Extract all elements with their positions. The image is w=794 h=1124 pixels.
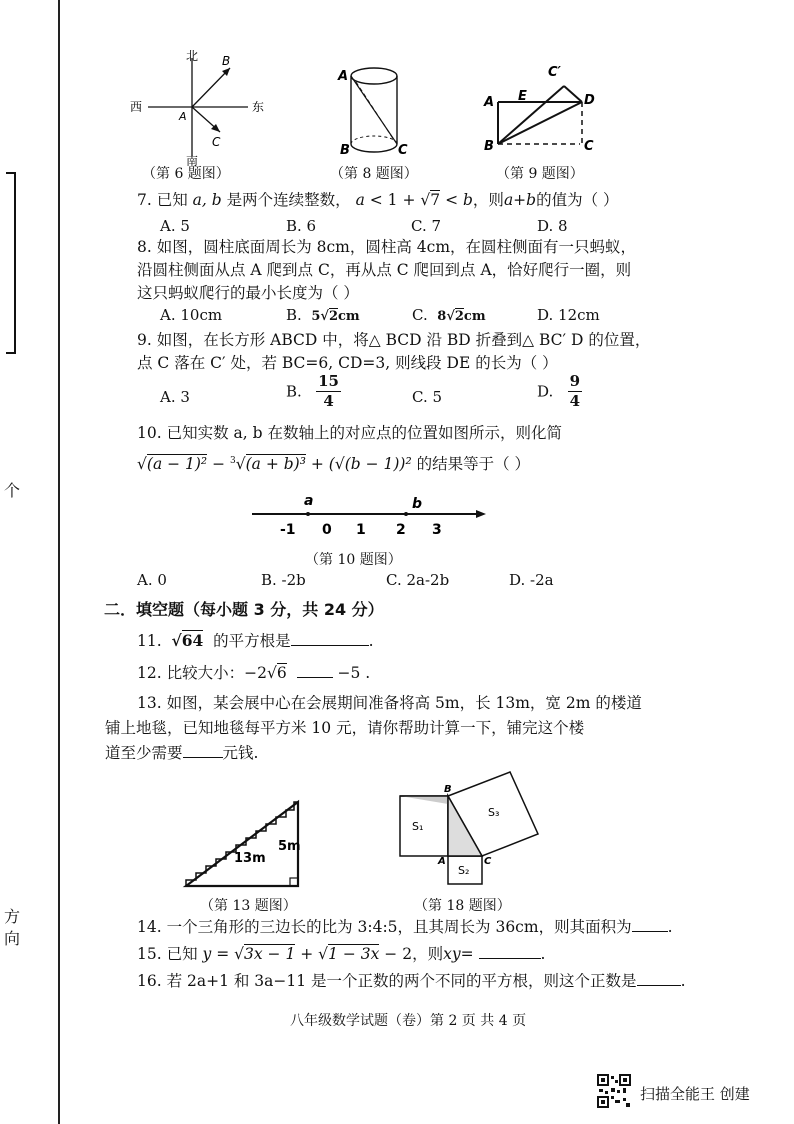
q9-option-c: C. 5 — [412, 388, 443, 406]
margin-char-xiang: 向 — [4, 929, 21, 948]
fig6-south: 南 — [186, 154, 199, 168]
question-10-line1: 10. 已知实数 a, b 在数轴上的对应点的位置如图所示，则化简 — [137, 424, 562, 442]
fig18-label-c: C — [484, 856, 492, 867]
question-13-line1: 13. 如图，某会展中心在会展期间准备将高 5m，长 13m，宽 2m 的楼道 — [137, 694, 642, 712]
fig9-label-c-prime: C′ — [548, 65, 561, 80]
fig6-east: 东 — [252, 100, 265, 114]
watermark-label: 扫描全能王 创建 — [640, 1085, 750, 1103]
page-footer: 八年级数学试题（卷）第 2 页 共 4 页 — [290, 1013, 527, 1029]
question-12: 12. 比较大小：−2√6 −5 . — [137, 664, 371, 682]
question-15: 15. 已知 y = √3x − 1 + √1 − 3x − 2，则xy= . — [137, 945, 546, 963]
fig18-label-s3: S₃ — [488, 806, 500, 819]
q9-option-d: D. $\frac{9}{4}$ — [537, 372, 581, 410]
question-13-line2: 铺上地毯，已知地毯每平方米 10 元，请你帮助计算一下，铺完这个楼 — [105, 719, 585, 737]
fig6-label-a: A — [179, 110, 187, 123]
fig18-label-s1: S₁ — [412, 820, 424, 833]
margin-char-fang: 方 — [4, 907, 21, 926]
fig10-tick-0: 0 — [322, 522, 332, 538]
fig8-label-a: A — [338, 69, 349, 84]
figure-6-compass — [130, 48, 280, 170]
question-9-line2: 点 C 落在 C′ 处，若 BC=6, CD=3, 则线段 DE 的长为（ ） — [137, 354, 558, 372]
fig18-label-s2: S₂ — [458, 864, 470, 877]
q8-option-d: D. 12cm — [537, 306, 600, 324]
fig8-label-c: C — [398, 143, 408, 158]
fig6-caption: （第 6 题图） — [142, 166, 230, 182]
fig13-caption: （第 13 题图） — [200, 898, 297, 914]
figure-18-squares — [392, 768, 542, 890]
q8-option-b: B. 5√2cm — [286, 306, 360, 324]
fig6-north: 北 — [186, 49, 199, 63]
fig8-label-b: B — [340, 143, 350, 158]
fig18-label-a: A — [438, 856, 446, 867]
fig8-caption: （第 8 题图） — [330, 166, 418, 182]
q7-option-b: B. 6 — [286, 217, 317, 235]
fig10-label-a: a — [304, 493, 314, 509]
fig13-label-hyp: 13m — [234, 851, 266, 866]
question-13-line3: 道至少需要 元钱. — [105, 744, 259, 762]
fig9-label-b: B — [484, 139, 494, 154]
q7-option-c: C. 7 — [411, 217, 442, 235]
qr-code-icon — [597, 1074, 631, 1108]
fig10-tick-neg1: -1 — [280, 522, 296, 538]
question-8-line1: 8. 如图，圆柱底面周长为 8cm，圆柱高 4cm，在圆柱侧面有一只蚂蚁， — [137, 238, 637, 256]
q8-option-a: A. 10cm — [160, 306, 223, 324]
figure-10-number-line — [244, 488, 490, 544]
q10-option-a: A. 0 — [137, 571, 167, 589]
fig9-label-e: E — [518, 89, 527, 104]
q7-option-a: A. 5 — [160, 217, 190, 235]
fig18-label-b: B — [444, 784, 452, 795]
fig13-label-height: 5m — [278, 839, 301, 854]
margin-line — [58, 0, 60, 1124]
fig6-west: 西 — [130, 100, 143, 114]
fig10-caption: （第 10 题图） — [305, 552, 402, 568]
q7-option-d: D. 8 — [537, 217, 568, 235]
question-9-line1: 9. 如图，在长方形 ABCD 中，将△ BCD 沿 BD 折叠到△ BC′ D 的位置， — [137, 331, 651, 349]
q10-option-b: B. -2b — [261, 571, 306, 589]
fig9-label-d: D — [584, 93, 595, 108]
section-2-title: 二．填空题（每小题 3 分，共 24 分） — [104, 600, 384, 619]
q8-option-c: C. 8√2cm — [412, 306, 486, 324]
q9-option-a: A. 3 — [160, 388, 190, 406]
question-7: 7. 已知 a, b 是两个连续整数， a < 1 + √7 < b，则a+b的值为（ ） — [137, 191, 619, 209]
figure-8-cylinder — [334, 62, 414, 162]
figure-9-rectangle — [482, 62, 602, 154]
question-10-expression: √(a − 1)² − $^3$√(a + b)³ + (√(b − 1))² 的结果等于（ ） — [137, 455, 531, 474]
left-bracket — [6, 172, 16, 354]
fig10-label-b: b — [412, 496, 423, 512]
margin-char-ge: 个 — [4, 481, 21, 500]
q9-option-b: B. $\frac{15}{4}$ — [286, 372, 339, 410]
question-14: 14. 一个三角形的三边长的比为 3:4:5，且其周长为 36cm，则其面积为 . — [137, 918, 673, 936]
fig10-tick-2: 2 — [396, 522, 406, 538]
question-8-line3: 这只蚂蚁爬行的最小长度为（ ） — [137, 284, 359, 302]
fig9-label-c: C — [584, 139, 594, 154]
fig6-label-b: B — [222, 54, 231, 68]
question-11: 11. √64 的平方根是 . — [137, 631, 374, 650]
question-16: 16. 若 2a+1 和 3a−11 是一个正数的两个不同的平方根，则这个正数是 . — [137, 972, 686, 990]
question-8-line2: 沿圆柱侧面从点 A 爬到点 C，再从点 C 爬回到点 A，恰好爬行一圈，则 — [137, 261, 632, 279]
fig10-tick-3: 3 — [432, 522, 442, 538]
figure-13-staircase — [180, 796, 310, 892]
fig18-caption: （第 18 题图） — [414, 898, 511, 914]
fig6-label-c: C — [212, 135, 221, 149]
fig9-label-a: A — [484, 95, 495, 110]
q10-option-c: C. 2a-2b — [386, 571, 450, 589]
q10-option-d: D. -2a — [509, 571, 554, 589]
fig10-tick-1: 1 — [356, 522, 366, 538]
fig9-caption: （第 9 题图） — [496, 166, 584, 182]
